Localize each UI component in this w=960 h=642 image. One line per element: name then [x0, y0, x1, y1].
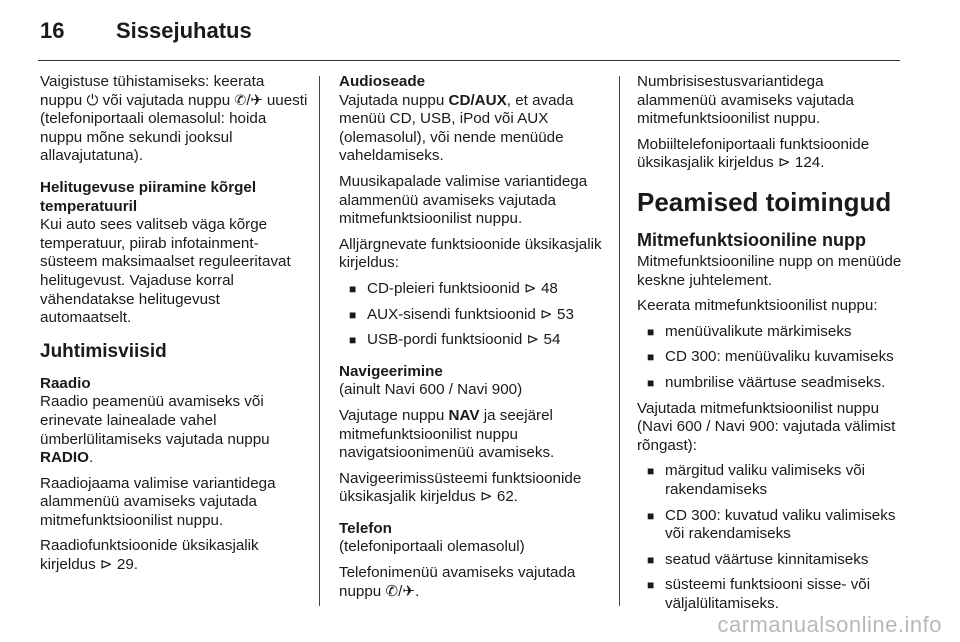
column-divider-1: [319, 76, 320, 606]
volume-limit-heading: Helitugevuse piiramine kõrgel temperatuuril: [40, 178, 257, 215]
column-3: [637, 73, 905, 620]
page-title: Sissejuhatus: [116, 18, 252, 43]
list-item: ■ märgitud valiku valimiseks või rakendamiseks: [647, 462, 866, 498]
phone-portal-reference: Mobiiltelefoniportaali funktsioonide üksikasjalik kirjeldus ⊳ 124.: [637, 135, 870, 172]
list-item: ■ CD 300: menüüvaliku kuvamiseks: [647, 348, 894, 366]
radio-key: RADIO: [40, 449, 89, 467]
list-item: ■ USB-pordi funktsioonid ⊳ 54: [349, 331, 561, 349]
radio-reference-paragraph: Raadiofunktsioonide üksikasjalik kirjeldus ⊳ 29.: [40, 537, 259, 574]
column-1: [40, 73, 308, 582]
watermark: carmanualsonline.info: [717, 612, 942, 637]
radio-submenu-paragraph: Raadiojaama valimise variantidega alammenüü avamiseks vajutada mitmefunktsioonilist nuppu.: [40, 474, 276, 529]
phone-paragraph: Telefonimenüü avamiseks vajutada nuppu ✆/✈.: [339, 564, 576, 600]
list-item: ■ CD 300: kuvatud valiku valimiseks või rakendamiseks: [647, 506, 896, 543]
header-rule: [38, 60, 900, 61]
nav-key: NAV: [448, 406, 480, 424]
volume-limit-text: Kui auto sees valitseb väga kõrge temperatuur, piirab infotainment-süsteem maksimaalset reguleeritavat helitugevust. Vajaduse korral vähendatakse helitugevust automaatselt.: [40, 216, 291, 327]
controls-heading: Juhtimisviisid: [40, 340, 167, 362]
column-divider-2: [619, 76, 620, 606]
list-item: ■ CD-pleieri funktsioonid ⊳ 48: [349, 279, 558, 297]
navigation-reference: Navigeerimissüsteemi funktsioonide üksikasjalik kirjeldus ⊳ 62.: [339, 469, 582, 506]
audio-submenu-paragraph: Muusikapalade valimise variantidega alammenüü avamiseks vajutada mitmefunktsioonilist nuppu.: [339, 172, 588, 228]
audio-paragraph: Vajutada nuppu CD/AUX, et avada menüü CD, USB, iPod või AUX (olemasolul), või nende menüüde vaheldamiseks.: [339, 91, 574, 165]
audio-functions-intro: Alljärgnevate funktsioonide üksikasjalik kirjeldus:: [339, 235, 602, 272]
turn-knob-intro: Keerata mitmefunktsioonilist nuppu:: [637, 297, 878, 315]
list-item: ■ seatud väärtuse kinnitamiseks: [647, 550, 869, 568]
navigation-note: (ainult Navi 600 / Navi 900): [339, 381, 523, 399]
audio-heading: Audioseade: [339, 73, 426, 90]
mute-paragraph: Vaigistuse tühistamiseks: keerata nuppu ⏻ või vajutada nuppu ✆/✈ uuesti (telefoniportaali olemasolul: hoida nuppu mõne sekundi jooksul allavajutatuna).: [40, 73, 308, 165]
page-number: 16: [40, 18, 65, 43]
column-2: [339, 73, 607, 608]
navigation-paragraph: Vajutage nuppu NAV ja seejärel mitmefunktsioonilist nuppu navigatsioonimenüü avamiseks.: [339, 406, 555, 462]
audio-function-list: [339, 280, 607, 350]
radio-heading: Raadio: [40, 374, 91, 392]
knob-description: Mitmefunktsiooniline nupp on menüüde keskne juhtelement.: [637, 252, 902, 289]
list-item: ■ menüüvalikute märkimiseks: [647, 322, 852, 340]
list-item: ■ süsteemi funktsiooni sisse- või väljalülitamiseks.: [647, 576, 871, 612]
phone-note: (telefoniportaali olemasolul): [339, 538, 525, 556]
phone-heading: Telefon: [339, 519, 392, 537]
press-knob-intro: Vajutada mitmefunktsioonilist nuppu (Navi 600 / Navi 900: vajutada välimist rõngast):: [637, 399, 896, 454]
multifunction-knob-heading: Mitmefunktsiooniline nupp: [637, 229, 866, 250]
press-knob-list: [637, 462, 905, 613]
main-operations-heading: Peamised toimingud: [637, 186, 892, 217]
cd-aux-key: CD/AUX: [448, 91, 507, 109]
page-header: [40, 18, 252, 48]
radio-paragraph: Raadio peamenüü avamiseks või erinevate lainealade vahel ümberlülitamiseks vajutada nuppu RADIO.: [40, 393, 270, 467]
number-entry-paragraph: Numbrisisestusvariantidega alammenüü avamiseks vajutada mitmefunktsioonilist nuppu.: [637, 73, 854, 128]
turn-knob-list: [637, 323, 905, 393]
list-item: ■ numbrilise väärtuse seadmiseks.: [647, 373, 886, 391]
list-item: ■ AUX-sisendi funktsioonid ⊳ 53: [349, 305, 574, 323]
navigation-heading: Navigeerimine: [339, 362, 443, 380]
